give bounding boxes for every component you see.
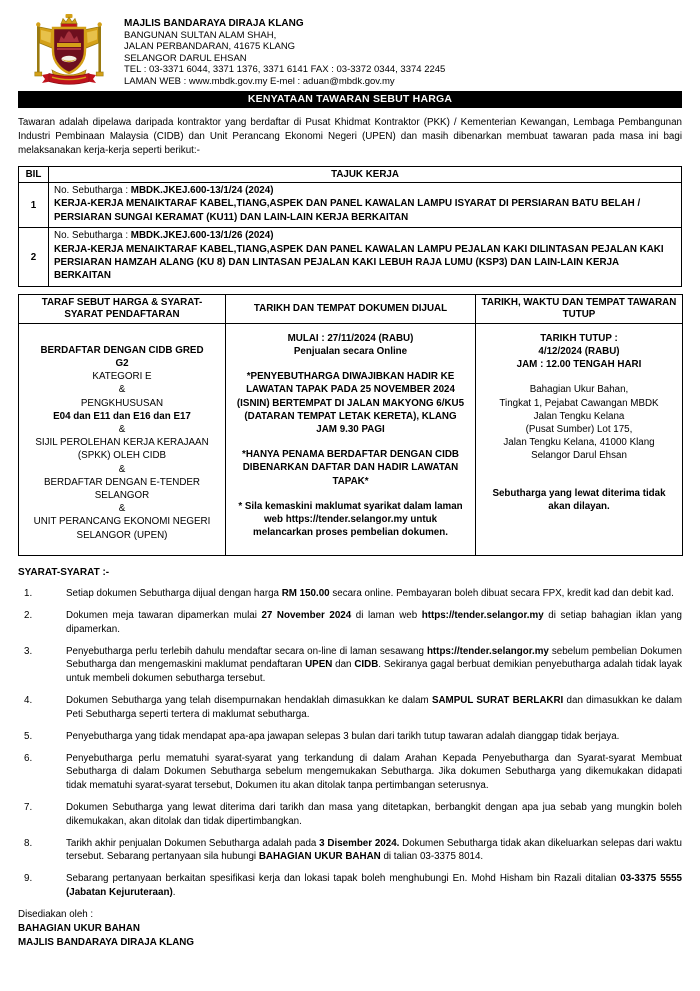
condition-item [18, 694, 682, 721]
info-line: TARIKH TUTUP : [540, 332, 618, 344]
job-ref-number: MBDK.JKEJ.600-13/1/24 (2024) [130, 185, 274, 196]
info-line-spacer [486, 463, 672, 475]
text-segment: Penyebutharga yang tidak mendapat apa-apa jawapan selepas 3 bulan dari tarikh tutup tawaran adalah dianggap tidak berjaya. [66, 730, 620, 742]
job-bil: 2 [19, 228, 49, 287]
info-line: BERDAFTAR DENGAN E-TENDER [43, 476, 201, 488]
crest-svg [28, 12, 110, 88]
job-details [49, 228, 682, 287]
condition-text [48, 837, 682, 864]
text-segment: Tarikh akhir penjualan Dokumen Sebutharga adalah pada [66, 837, 320, 849]
info-line-spacer [236, 436, 465, 448]
job-ref-label: No. Sebutharga : [54, 230, 131, 242]
org-name: MAJLIS BANDARAYA DIRAJA KLANG [124, 18, 304, 29]
text-segment: dan [332, 659, 355, 671]
job-row [19, 228, 682, 287]
notice-title-bar: KENYATAAN TAWARAN SEBUT HARGA [18, 91, 682, 108]
job-ref-line [54, 229, 676, 242]
info-line: 4/12/2024 (RABU) [538, 346, 620, 358]
text-segment: Dokumen Sebutharga yang lewat diterima dari tarikh dan masa yang ditetapkan, berbangkit dengan apa jua sebab yang mungkin boleh dikemukakan, akan ditolak dan tidak dipertimbangkan. [66, 801, 682, 827]
text-segment: https://tender.selangor.my [426, 645, 549, 657]
info-line: (Pusat Sumber) Lot 175, [525, 424, 633, 436]
crest-shield [53, 28, 85, 73]
condition-text [48, 752, 682, 793]
intro-paragraph: Tawaran adalah dipelawa daripada kontraktor yang berdaftar di Pusat Khidmat Kontraktor (PKK) / Kementerian Kewangan, Lembaga Pembangunan Industri Pembinaan Malaysia (CIDB) dan Unit Perancang Ekonomi Negeri (UPEN) dan masih dibenarkan membuat tawaran pada masa ini bagi melaksanakan kerja-kerja seperti berikut:- [18, 117, 682, 156]
info-line: JAM : 12.00 TENGAH HARI [516, 359, 642, 371]
job-title-text: KERJA-KERJA MENAIKTARAF KABEL,TIANG,ASPEK DAN PANEL KAWALAN LAMPU PEJALAN KAKI DILINTASAN PEJALAN KAKI PERSIARAN HAMZAH ALANG (KU 8) DAN LINTASAN PEJALAN KAKI LEBUH RAJA LUMU (KSP3) DAN LAIN-LAIN KERJA BERKAITAN [54, 243, 664, 282]
footer-block [18, 908, 682, 950]
info-line: Bahagian Ukur Bahan, [529, 384, 629, 396]
info-line: BERDAFTAR DENGAN CIDB GRED [40, 344, 204, 356]
info-line: Selangor Darul Ehsan [531, 450, 627, 462]
info-line: *PENYEBUTHARGA DIWAJIBKAN HADIR KE LAWATAN TAPAK PADA 25 NOVEMBER 2024 (ISNIN) BERTEMPAT DI JALAN MAKYONG 6/KU5 (DATARAN TEMPAT LETAK KERETA), KLANG JAM 9.30 PAGI [236, 371, 465, 436]
condition-text [48, 609, 682, 636]
info-line: MULAI : 27/11/2024 (RABU) [287, 332, 414, 344]
text-segment: di setiap bahagian iklan yang dipamerkan. [66, 609, 682, 635]
text-segment: Dokumen Sebutharga yang telah disempurnakan hendaklah dimasukkan ke dalam [66, 694, 432, 706]
info-line-spacer [486, 371, 672, 383]
text-segment: 27 November 2024 [261, 609, 352, 621]
condition-number: 7. [24, 801, 33, 813]
condition-number: 4. [24, 694, 33, 706]
info-line: UNIT PERANCANG EKONOMI NEGERI [33, 516, 211, 528]
job-ref-label: No. Sebutharga : [54, 185, 131, 196]
info-cell-sale [226, 323, 476, 555]
condition-number: 9. [24, 873, 33, 885]
condition-text [48, 587, 682, 601]
job-bil: 1 [19, 183, 49, 228]
text-segment: SAMPUL SURAT BERLAKRI [431, 694, 564, 706]
info-line: & [118, 424, 126, 436]
info-line: * Sila kemaskini maklumat syarikat dalam laman web https://tender.selangor.my untuk melancarkan proses pembelian dokumen. [238, 500, 463, 539]
condition-number: 6. [24, 752, 33, 764]
text-segment: RM 150.00 [281, 587, 330, 599]
address-line-3: SELANGOR DARUL EHSAN [124, 52, 247, 64]
address-line-1: BANGUNAN SULTAN ALAM SHAH, [124, 29, 277, 41]
info-header-tarikh-tutup: TARIKH, WAKTU DAN TEMPAT TAWARAN TUTUP [476, 294, 683, 323]
info-line: KATEGORI E [92, 371, 152, 383]
footer-department: BAHAGIAN UKUR BAHAN [18, 923, 140, 935]
info-cell-closing [476, 323, 683, 555]
text-segment: Dokumen meja tawaran dipamerkan mulai [66, 609, 262, 621]
job-title-text: KERJA-KERJA MENAIKTARAF KABEL,TIANG,ASPEK DAN PANEL KAWALAN LAMPU ISYARAT DI PERSIARAN BATU BELAH / PERSIARAN SUNGAI KERAMAT (KU11) DAN LAIN-LAIN KERJA BERKAITAN [54, 198, 641, 223]
condition-text [48, 645, 682, 686]
info-line: Sebutharga yang lewat diterima tidak akan dilayan. [492, 487, 666, 512]
prepared-by-label: Disediakan oleh : [18, 909, 94, 921]
text-segment: Dokumen Sebutharga tidak akan dikeluarkan selepas dari waktu tersebut. Sebarang pertanyaan sila hubungi [66, 837, 682, 863]
job-row [19, 183, 682, 228]
info-line: G2 [115, 358, 129, 370]
crest-crown [61, 14, 77, 27]
letterhead-text [124, 12, 445, 88]
jobs-header-bil: BIL [19, 167, 49, 183]
text-segment: . Sekiranya gagal berbuat demikian penyebutharga adalah tidak layak untuk membeli dokumen sebutharga tersebut. [66, 659, 682, 684]
condition-text [48, 730, 682, 744]
web-email-line: LAMAN WEB : www.mbdk.gov.my E-mel : aduan@mbdk.gov.my [124, 75, 395, 87]
conditions-heading: SYARAT-SYARAT :- [18, 566, 110, 578]
text-segment: Sebarang pertanyaan berkaitan spesifikasi kerja dan lokasi tapak boleh menghubungi En. Mohd Hisham bin Razali ditalian [66, 873, 621, 885]
condition-number: 2. [24, 609, 33, 621]
info-line: E04 dan E11 dan E16 dan E17 [53, 410, 191, 422]
text-segment: . [172, 886, 176, 898]
text-segment: Penyebutharga perlu terlebih dahulu mendaftar secara on-line di laman sesawang [66, 645, 427, 657]
text-segment: BAHAGIAN UKUR BAHAN [258, 851, 381, 863]
info-line: SELANGOR (UPEN) [76, 529, 168, 541]
condition-number: 3. [24, 645, 33, 657]
info-line-spacer [486, 475, 672, 487]
job-ref-number: MBDK.JKEJ.600-13/1/26 (2024) [130, 230, 274, 242]
text-segment: 3 Disember 2024. [319, 837, 400, 849]
text-segment: di laman web [351, 609, 422, 621]
conditions-list [18, 587, 682, 900]
info-table-body-row [19, 323, 683, 555]
condition-item [18, 609, 682, 636]
info-line-spacer [236, 488, 465, 500]
info-cell-eligibility [19, 323, 226, 555]
condition-number: 8. [24, 837, 33, 849]
info-line: & [118, 384, 126, 396]
tel-fax-line: TEL : 03-3371 6044, 3371 1376, 3371 6141 FAX : 03-3372 0344, 3374 2245 [124, 64, 446, 76]
condition-item [18, 837, 682, 864]
text-segment: secara online. Pembayaran boleh dibuat secara FPX, kredit kad dan debit kad. [329, 587, 674, 599]
info-line-spacer [236, 358, 465, 370]
condition-item [18, 872, 682, 899]
info-line-spacer [29, 332, 215, 344]
condition-item [18, 587, 682, 601]
crest-flag-left [35, 22, 54, 76]
info-line: & [118, 463, 126, 475]
jobs-table-header-row [19, 167, 682, 183]
crest-flag-right [84, 22, 103, 76]
condition-item [18, 645, 682, 686]
text-segment: di talian 03-3375 8014. [380, 851, 484, 863]
text-segment: UPEN [305, 659, 333, 671]
condition-item [18, 730, 682, 744]
job-ref-line [54, 184, 676, 197]
info-line: *HANYA PENAMA BERDAFTAR DENGAN CIDB DIBENARKAN DAFTAR DAN HADIR LAWATAN TAPAK* [242, 449, 459, 487]
info-line: Tingkat 1, Pejabat Cawangan MBDK [499, 397, 659, 409]
info-table-header-row [19, 294, 683, 323]
mbdk-royal-crest-icon [28, 12, 110, 88]
info-line: (SPKK) OLEH CIDB [77, 450, 167, 462]
condition-number: 1. [24, 587, 33, 599]
info-table [18, 294, 683, 556]
text-segment: dan dimasukkan ke dalam Peti Sebutharga seperti tertera di maklumat sebutharga. [66, 694, 682, 720]
condition-item [18, 801, 682, 828]
condition-text [48, 801, 682, 828]
info-line: Jalan Tengku Kelana, 41000 Klang [503, 437, 655, 449]
text-segment: https://tender.selangor.my [421, 609, 544, 621]
footer-org: MAJLIS BANDARAYA DIRAJA KLANG [18, 937, 194, 949]
text-segment: Setiap dokumen Sebutharga dijual dengan harga [66, 587, 282, 599]
info-line: Jalan Tengku Kelana [533, 410, 625, 422]
condition-number: 5. [24, 730, 33, 742]
text-segment: Penyebutharga perlu mematuhi syarat-syarat yang terkandung di dalam Arahan Kepada Penyebutharga dan Syarat-syarat Membuat Sebutharga di dalam Dokumen Sebutharga sebelum mengemukakan Sebutharga. Jika dokumen Sebutharga yang dikemukakan didapati tidak mematuhi syarat-syarat tersebut, Dokumen itu akan ditolak tanpa pertimbangan seterusnya. [66, 752, 682, 791]
letterhead [18, 12, 682, 88]
address-line-2: JALAN PERBANDARAN, 41675 KLANG [124, 41, 296, 53]
text-segment: 03-3375 5555 (Jabatan Kejuruteraan) [66, 873, 682, 898]
info-line: SIJIL PEROLEHAN KERJA KERAJAAN [35, 437, 209, 449]
info-header-tarikh-jual: TARIKH DAN TEMPAT DOKUMEN DIJUAL [226, 294, 476, 323]
text-segment: CIDB [354, 659, 379, 671]
condition-text [48, 872, 682, 899]
info-line: & [118, 503, 126, 515]
job-details [49, 183, 682, 228]
jobs-header-tajuk: TAJUK KERJA [49, 167, 682, 183]
info-line: SELANGOR [94, 490, 150, 502]
info-line: PENGKHUSUSAN [80, 397, 164, 409]
jobs-table [18, 166, 682, 287]
condition-item [18, 752, 682, 793]
info-line: Penjualan secara Online [293, 346, 408, 358]
text-segment: sebelum pembelian Dokumen Sebutharga dan mengemaskini maklumat pendaftaran [66, 645, 682, 671]
info-header-taraf: TARAF SEBUT HARGA & SYARAT-SYARAT PENDAFTARAN [19, 294, 226, 323]
jobs-table-body [19, 183, 682, 287]
condition-text [48, 694, 682, 721]
